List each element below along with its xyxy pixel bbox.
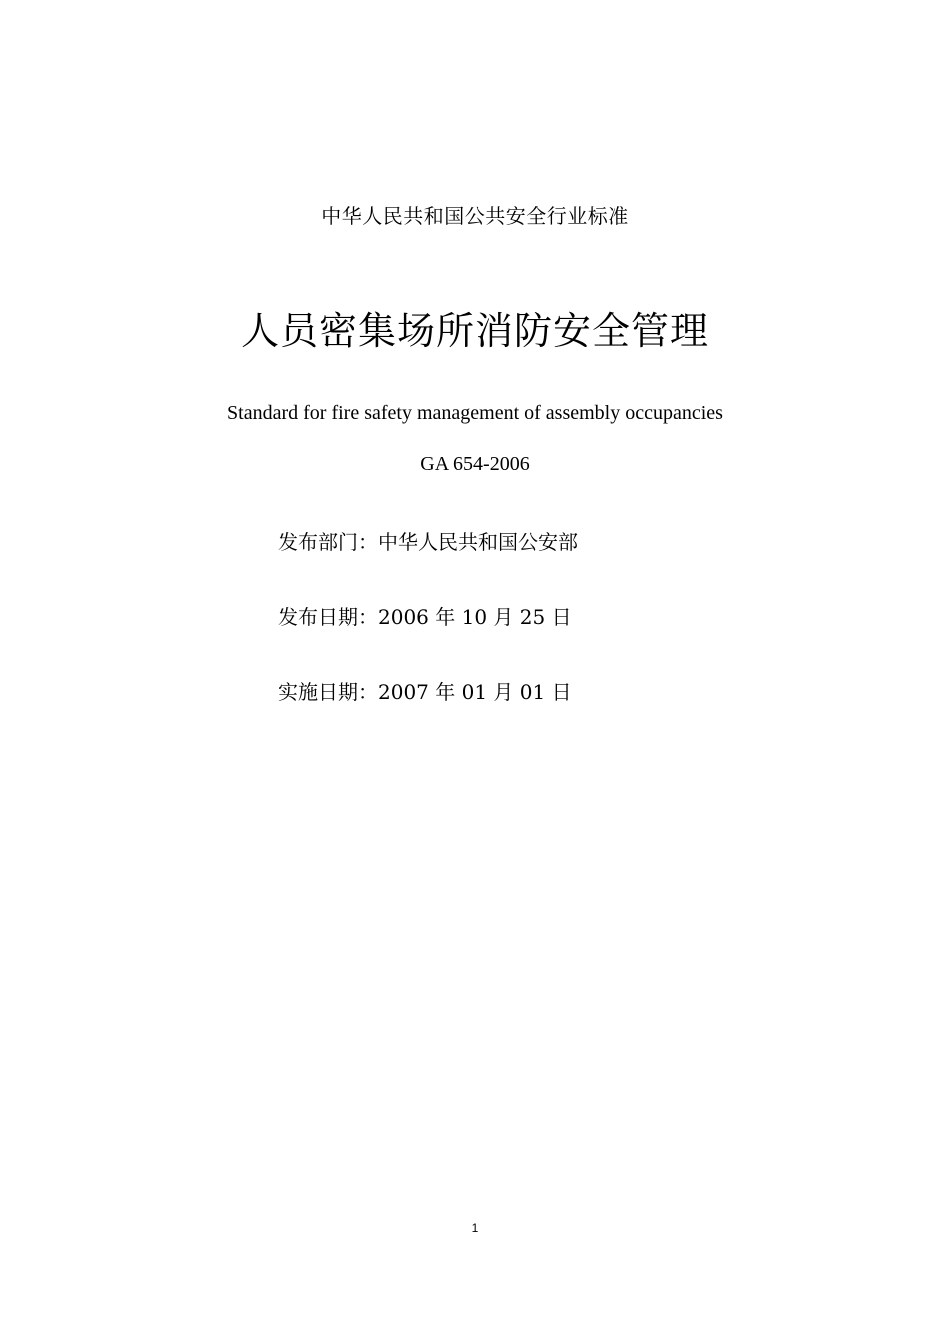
- effective-date-label: 实施日期：: [278, 680, 378, 704]
- publish-date-label: 发布日期：: [278, 605, 378, 629]
- issuing-dept-value: 中华人民共和国公安部: [378, 530, 578, 554]
- standard-series-line: 中华人民共和国公共安全行业标准: [321, 204, 629, 228]
- page-number: 1: [471, 1221, 479, 1235]
- effective-date-value: 2007 年 01 月 01 日: [378, 680, 572, 704]
- publish-date-value: 2006 年 10 月 25 日: [378, 605, 572, 629]
- document-title-en: Standard for fire safety management of assembly occupancies: [227, 402, 723, 424]
- publish-date-row: [278, 601, 572, 630]
- issuing-dept-row: [278, 526, 578, 555]
- standard-code: GA 654-2006: [420, 453, 530, 475]
- issuing-dept-label: 发布部门：: [278, 530, 378, 554]
- effective-date-row: [278, 676, 572, 705]
- document-title-cn: 人员密集场所消防安全管理: [240, 309, 709, 353]
